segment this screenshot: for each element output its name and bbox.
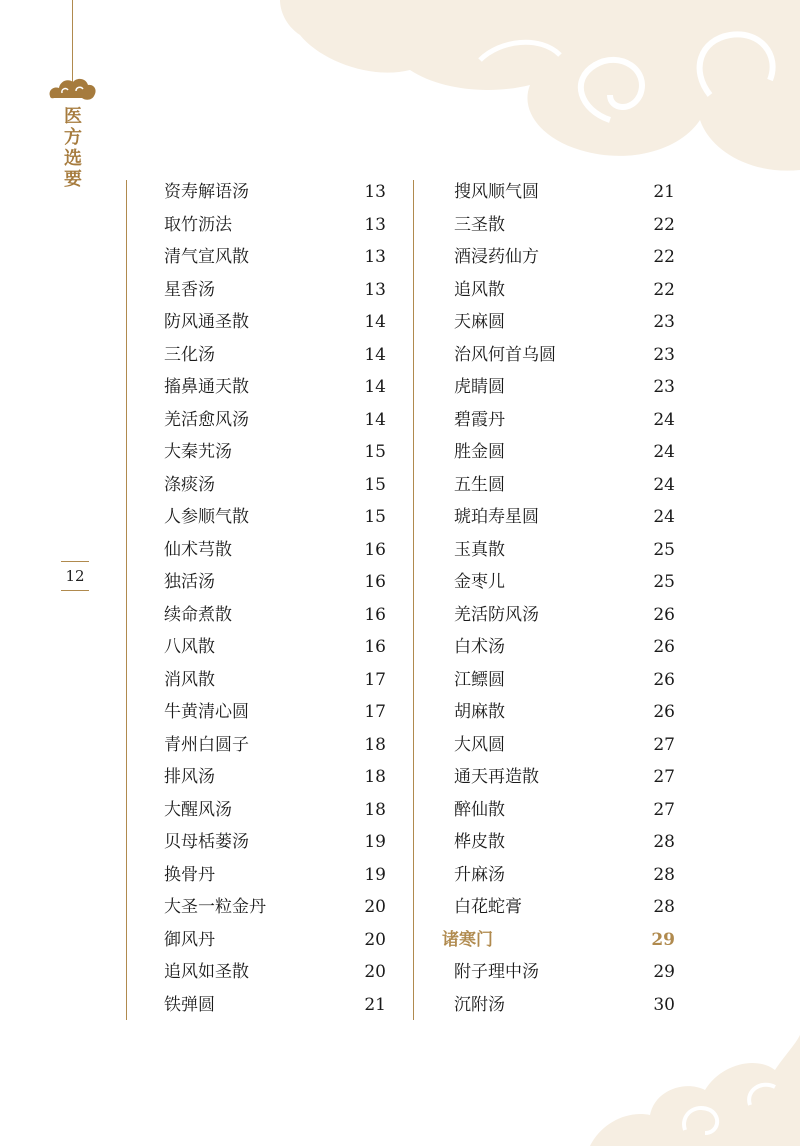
toc-entry-title: 玉真散	[454, 539, 505, 560]
toc-entry[interactable]	[164, 436, 386, 469]
toc-entry-title: 御风丹	[164, 929, 215, 950]
toc-entry-title: 大醒风汤	[164, 799, 232, 820]
toc-entry-title: 羌活防风汤	[454, 604, 539, 625]
side-title-char: 医	[64, 106, 82, 127]
toc-left-column	[164, 176, 386, 1021]
toc-entry-title: 取竹沥法	[164, 214, 232, 235]
toc-entry-page: 15	[364, 507, 386, 527]
toc-entry[interactable]	[164, 631, 386, 664]
toc-entry-title: 升麻汤	[454, 864, 505, 885]
toc-entry-title: 排风汤	[164, 767, 215, 787]
toc-section-heading[interactable]	[442, 924, 675, 957]
right-column-rule	[413, 180, 414, 1020]
toc-entry-title: 搐鼻通天散	[164, 377, 249, 397]
toc-entry-title: 人参顺气散	[164, 507, 249, 527]
toc-entry-page: 27	[653, 799, 675, 820]
toc-entry-page: 29	[651, 929, 675, 950]
toc-entry-title: 大秦艽汤	[164, 442, 232, 462]
toc-entry-title: 独活汤	[164, 572, 215, 592]
toc-entry-page: 16	[364, 539, 386, 560]
toc-entry[interactable]	[454, 729, 675, 762]
toc-entry-title: 续命煮散	[164, 604, 232, 625]
toc-entry-page: 23	[653, 312, 675, 332]
toc-entry[interactable]	[454, 989, 675, 1022]
toc-entry[interactable]	[454, 956, 675, 989]
toc-entry-title: 消风散	[164, 669, 215, 690]
toc-entry-page: 17	[364, 669, 386, 690]
toc-entry-page: 29	[653, 962, 675, 982]
toc-entry[interactable]	[454, 209, 675, 242]
toc-entry-page: 24	[653, 409, 675, 430]
toc-entry-page: 16	[364, 637, 386, 657]
toc-entry[interactable]	[164, 664, 386, 697]
toc-entry[interactable]	[164, 794, 386, 827]
toc-entry[interactable]	[454, 664, 675, 697]
toc-entry-title: 通天再造散	[454, 767, 539, 787]
toc-entry[interactable]	[454, 891, 675, 924]
toc-entry[interactable]	[454, 859, 675, 892]
toc-right-column	[442, 176, 675, 1021]
toc-entry-page: 13	[364, 247, 386, 267]
toc-entry[interactable]	[454, 761, 675, 794]
toc-entry-page: 24	[653, 442, 675, 462]
toc-entry-title: 桦皮散	[454, 832, 505, 852]
toc-entry-title: 羌活愈风汤	[164, 409, 249, 430]
toc-entry-page: 30	[653, 994, 675, 1015]
toc-entry-title: 大圣一粒金丹	[164, 897, 266, 917]
toc-entry[interactable]	[454, 241, 675, 274]
toc-entry[interactable]	[454, 436, 675, 469]
toc-entry-page: 20	[364, 929, 386, 950]
toc-entry[interactable]	[454, 469, 675, 502]
cloud-ornament-icon	[46, 76, 98, 102]
toc-entry[interactable]	[454, 696, 675, 729]
toc-entry-page: 24	[653, 507, 675, 527]
toc-entry-page: 14	[364, 344, 386, 365]
toc-entry-title: 白术汤	[454, 637, 505, 657]
toc-entry-title: 天麻圆	[454, 312, 505, 332]
toc-entry-title: 治风何首乌圆	[454, 344, 556, 365]
toc-entry-title: 搜风顺气圆	[454, 182, 539, 202]
toc-entry-title: 大风圆	[454, 734, 505, 755]
toc-entry[interactable]	[164, 534, 386, 567]
toc-entry[interactable]	[164, 826, 386, 859]
toc-entry-title: 醉仙散	[454, 799, 505, 820]
toc-entry-title: 追风散	[454, 279, 505, 300]
toc-entry-title: 白花蛇膏	[454, 897, 522, 917]
toc-entry-page: 23	[653, 377, 675, 397]
toc-entry-page: 13	[364, 182, 386, 202]
toc-entry-title: 江鳔圆	[454, 669, 505, 690]
toc-entry[interactable]	[164, 729, 386, 762]
toc-entry[interactable]	[454, 274, 675, 307]
toc-entry[interactable]	[454, 501, 675, 534]
toc-entry-page: 22	[653, 279, 675, 300]
toc-entry[interactable]	[454, 371, 675, 404]
toc-entry-title: 五生圆	[454, 474, 505, 495]
toc-entry-page: 22	[653, 247, 675, 267]
toc-entry-page: 22	[653, 214, 675, 235]
toc-entry-page: 26	[653, 702, 675, 722]
toc-entry-title: 胜金圆	[454, 442, 505, 462]
toc-entry-title: 清气宣风散	[164, 247, 249, 267]
toc-entry-page: 28	[653, 897, 675, 917]
toc-entry-title: 贝母栝蒌汤	[164, 832, 249, 852]
cloud-decoration-top	[280, 0, 800, 180]
toc-entry[interactable]	[164, 956, 386, 989]
toc-entry-title: 资寿解语汤	[164, 182, 249, 202]
toc-entry[interactable]	[164, 696, 386, 729]
toc-entry[interactable]	[164, 761, 386, 794]
side-title	[62, 106, 84, 190]
toc-entry-title: 铁弹圆	[164, 994, 215, 1015]
toc-entry-page: 19	[364, 832, 386, 852]
toc-entry-page: 24	[653, 474, 675, 495]
toc-entry-title: 琥珀寿星圆	[454, 507, 539, 527]
toc-entry-page: 25	[653, 572, 675, 592]
toc-entry-title: 胡麻散	[454, 702, 505, 722]
page-number: 12	[61, 561, 89, 591]
toc-entry-page: 26	[653, 604, 675, 625]
toc-entry-page: 14	[364, 312, 386, 332]
toc-entry[interactable]	[454, 631, 675, 664]
toc-entry-page: 20	[364, 897, 386, 917]
toc-entry-page: 16	[364, 604, 386, 625]
toc-entry[interactable]	[164, 469, 386, 502]
toc-entry[interactable]	[164, 566, 386, 599]
toc-entry-page: 14	[364, 409, 386, 430]
toc-entry[interactable]	[454, 534, 675, 567]
toc-entry-page: 15	[364, 442, 386, 462]
toc-entry-title: 沉附汤	[454, 994, 505, 1015]
toc-entry-title: 牛黄清心圆	[164, 702, 249, 722]
toc-entry-title: 三化汤	[164, 344, 215, 365]
toc-entry-title: 防风通圣散	[164, 312, 249, 332]
toc-entry[interactable]	[164, 989, 386, 1022]
side-title-char: 选	[64, 148, 82, 169]
toc-entry[interactable]	[454, 566, 675, 599]
toc-entry[interactable]	[164, 241, 386, 274]
toc-entry-page: 21	[653, 182, 675, 202]
toc-entry-title: 附子理中汤	[454, 962, 539, 982]
toc-entry[interactable]	[164, 599, 386, 632]
toc-entry-title: 虎睛圆	[454, 377, 505, 397]
toc-entry[interactable]	[454, 404, 675, 437]
toc-entry[interactable]	[164, 404, 386, 437]
toc-entry-page: 23	[653, 344, 675, 365]
left-column-rule	[126, 180, 127, 1020]
toc-entry-page: 25	[653, 539, 675, 560]
toc-entry-page: 28	[653, 832, 675, 852]
toc-entry-page: 13	[364, 279, 386, 300]
toc-entry-title: 八风散	[164, 637, 215, 657]
toc-entry-page: 18	[364, 799, 386, 820]
toc-entry-title: 酒浸药仙方	[454, 247, 539, 267]
toc-entry-page: 18	[364, 734, 386, 755]
toc-entry-page: 15	[364, 474, 386, 495]
toc-entry[interactable]	[164, 859, 386, 892]
toc-entry[interactable]	[164, 274, 386, 307]
toc-entry-title: 追风如圣散	[164, 962, 249, 982]
toc-entry-page: 16	[364, 572, 386, 592]
toc-entry-page: 26	[653, 637, 675, 657]
toc-entry-title: 星香汤	[164, 279, 215, 300]
cloud-decoration-bottom	[590, 1035, 800, 1146]
toc-entry-title: 金枣儿	[454, 572, 505, 592]
toc-entry-title: 三圣散	[454, 214, 505, 235]
toc-entry[interactable]	[454, 306, 675, 339]
toc-entry-page: 26	[653, 669, 675, 690]
side-title-char: 要	[64, 169, 82, 190]
toc-entry[interactable]	[164, 209, 386, 242]
toc-entry[interactable]	[164, 176, 386, 209]
toc-entry-title: 青州白圆子	[164, 734, 249, 755]
toc-entry[interactable]	[454, 176, 675, 209]
toc-entry-page: 27	[653, 767, 675, 787]
toc-entry-page: 17	[364, 702, 386, 722]
toc-entry-page: 21	[364, 994, 386, 1015]
hanging-cord	[72, 0, 73, 84]
toc-entry-page: 18	[364, 767, 386, 787]
toc-entry-title: 碧霞丹	[454, 409, 505, 430]
toc-entry[interactable]	[164, 924, 386, 957]
toc-entry[interactable]	[164, 501, 386, 534]
toc-entry-page: 19	[364, 864, 386, 885]
toc-entry[interactable]	[164, 891, 386, 924]
toc-entry[interactable]	[454, 339, 675, 372]
toc-entry[interactable]	[164, 306, 386, 339]
toc-entry-page: 13	[364, 214, 386, 235]
toc-entry-page: 20	[364, 962, 386, 982]
side-title-char: 方	[64, 127, 82, 148]
toc-entry[interactable]	[454, 599, 675, 632]
toc-entry-title: 换骨丹	[164, 864, 215, 885]
toc-entry[interactable]	[164, 371, 386, 404]
toc-entry[interactable]	[164, 339, 386, 372]
toc-entry-title: 涤痰汤	[164, 474, 215, 495]
toc-entry-page: 28	[653, 864, 675, 885]
toc-entry-page: 14	[364, 377, 386, 397]
toc-entry-title: 仙术芎散	[164, 539, 232, 560]
toc-entry-title: 诸寒门	[442, 929, 493, 950]
toc-entry-page: 27	[653, 734, 675, 755]
toc-entry[interactable]	[454, 794, 675, 827]
toc-entry[interactable]	[454, 826, 675, 859]
